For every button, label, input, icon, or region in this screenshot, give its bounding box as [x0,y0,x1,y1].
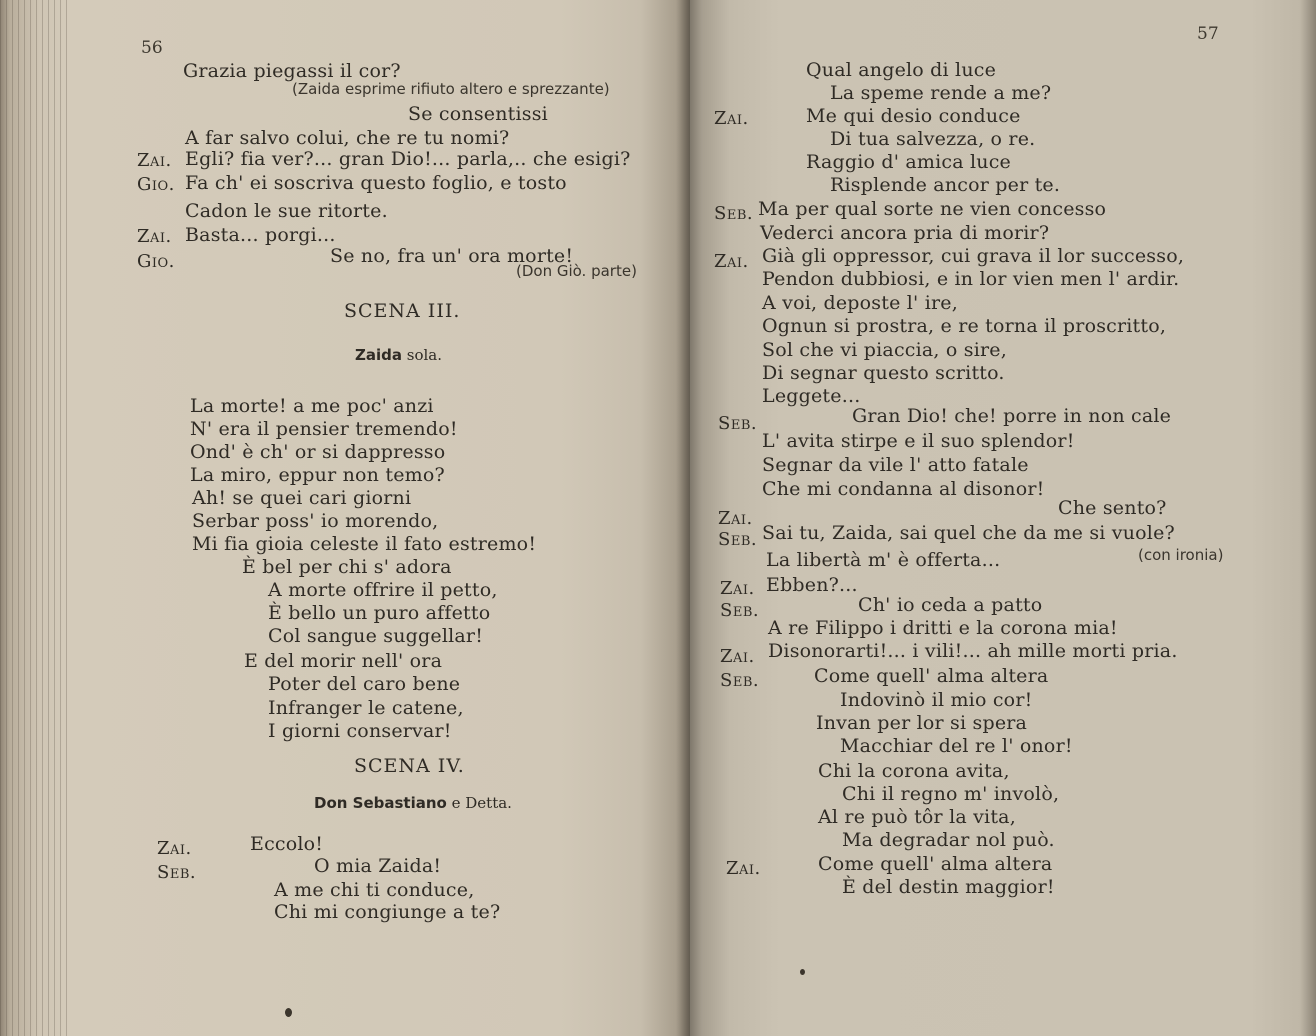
scene-heading: SCENA III. [344,300,461,322]
verse-line: E del morir nell' ora [244,650,443,672]
verse-line: Mi fia gioia celeste il fato estremo! [192,533,537,555]
verse-line: Invan per lor si spera [816,712,1028,734]
verse-line: La miro, eppur non temo? [190,464,445,486]
verse-line: Fa ch' ei soscriva questo foglio, e tosto [185,172,567,194]
verse-line: Risplende ancor per te. [830,174,1061,196]
speaker-label: Seb. [714,203,754,224]
verse-line: Ma degradar nol può. [842,829,1055,851]
verse-line: Come quell' alma altera [818,853,1053,875]
verse-line: Indovinò il mio cor! [840,689,1033,711]
speaker-label: Zai. [714,251,749,272]
verse-line: Vederci ancora pria di morir? [760,222,1050,244]
speaker-label: Zai. [718,508,753,529]
verse-line: Grazia piegassi il cor? [183,60,401,82]
verse-line: O mia Zaida! [314,855,442,877]
verse-line: Di tua salvezza, o re. [830,128,1036,150]
speaker-label: Seb. [720,600,760,621]
verse-line: Al re può tôr la vita, [818,806,1016,828]
speaker-label: Seb. [718,413,758,434]
verse-line: A morte offrire il petto, [268,579,498,601]
verse-line: Ah! se quei cari giorni [192,487,412,509]
ink-speck [285,1008,292,1017]
speaker-label: Seb. [718,529,758,550]
verse-line: Ch' io ceda a patto [858,594,1043,616]
verse-line: A far salvo colui, che re tu nomi? [185,127,510,149]
verse-line: Leggete... [762,385,861,407]
speaker-label: Zai. [137,226,172,247]
verse-line: N' era il pensier tremendo! [190,418,458,440]
speaker-label: Seb. [720,670,760,691]
verse-line: Che mi condanna al disonor! [762,478,1045,500]
stage-direction: (con ironia) [1138,546,1224,564]
scene-cast [355,346,442,364]
verse-line: Serbar poss' io morendo, [192,510,439,532]
scene-cast [314,794,512,812]
speaker-label: Zai. [157,838,192,859]
stage-direction: (Zaida esprime rifiuto altero e sprezzante) [292,80,610,98]
speaker-label: Gio. [137,174,175,195]
verse-line: È del destin maggior! [842,876,1055,898]
speaker-label: Zai. [720,578,755,599]
verse-line: Ond' è ch' or si dappresso [190,441,446,463]
verse-line: Se consentissi [408,103,548,125]
page-number: 57 [1197,24,1219,44]
verse-line: Pendon dubbiosi, e in lor vien men l' ardir. [762,268,1180,290]
verse-line: Di segnar questo scritto. [762,362,1005,384]
verse-line: Col sangue suggellar! [268,625,484,647]
verse-line: Chi la corona avita, [818,760,1010,782]
verse-line: Ebben?... [766,574,858,596]
speaker-label: Zai. [714,108,749,129]
page-number: 56 [141,38,163,58]
verse-line: Ognun si prostra, e re torna il proscritto, [762,315,1167,337]
verse-line: Sol che vi piaccia, o sire, [762,339,1007,361]
verse-line: Macchiar del re l' onor! [840,735,1073,757]
verse-line: A voi, deposte l' ire, [762,292,958,314]
verse-line: Segnar da vile l' atto fatale [762,454,1029,476]
verse-line: Come quell' alma altera [814,665,1049,687]
verse-line: Me qui desio conduce [806,105,1021,127]
cast-note: sola. [406,346,443,364]
verse-line: Raggio d' amica luce [806,151,1012,173]
verse-line: Infranger le catene, [268,697,464,719]
verse-line: Ma per qual sorte ne vien concesso [758,198,1107,220]
verse-line: Basta... porgi... [185,224,336,246]
speaker-label: Gio. [137,251,175,272]
verse-line: Disonorarti!... i vili!... ah mille morti pria. [768,640,1178,662]
verse-line: Già gli oppressor, cui grava il lor successo, [762,245,1185,267]
verse-line: Eccolo! [250,833,324,855]
verse-line: Chi il regno m' involò, [842,783,1060,805]
verse-line: È bel per chi s' adora [242,556,452,578]
character-name: Zaida [355,346,402,364]
verse-line: I giorni conservar! [268,720,452,742]
right-page [690,0,1316,1036]
cast-note: e Detta. [451,794,512,812]
verse-line: La libertà m' è offerta... [766,549,1001,571]
verse-line: È bello un puro affetto [268,602,491,624]
character-name: Don Sebastiano [314,794,447,812]
verse-line: Gran Dio! che! porre in non cale [852,405,1172,427]
verse-line: L' avita stirpe e il suo splendor! [762,430,1075,452]
verse-line: Se no, fra un' ora morte! [330,245,574,267]
verse-line: A re Filippo i dritti e la corona mia! [768,617,1118,639]
verse-line: Qual angelo di luce [806,59,997,81]
speaker-label: Zai. [137,150,172,171]
verse-line: Cadon le sue ritorte. [185,200,388,222]
ink-speck [800,969,805,975]
verse-line: La speme rende a me? [830,82,1052,104]
verse-line: Poter del caro bene [268,673,461,695]
verse-line: Che sento? [1058,497,1167,519]
verse-line: A me chi ti conduce, [274,879,475,901]
speaker-label: Seb. [157,862,197,883]
speaker-label: Zai. [726,858,761,879]
scene-heading: SCENA IV. [354,755,465,777]
verse-line: Egli? fia ver?... gran Dio!... parla,.. che esigi? [185,148,631,170]
stage-direction: (Don Giò. parte) [516,262,637,280]
verse-line: Chi mi congiunge a te? [274,901,501,923]
speaker-label: Zai. [720,646,755,667]
verse-line: La morte! a me poc' anzi [190,395,434,417]
verse-line: Sai tu, Zaida, sai quel che da me si vuole? [762,522,1175,544]
